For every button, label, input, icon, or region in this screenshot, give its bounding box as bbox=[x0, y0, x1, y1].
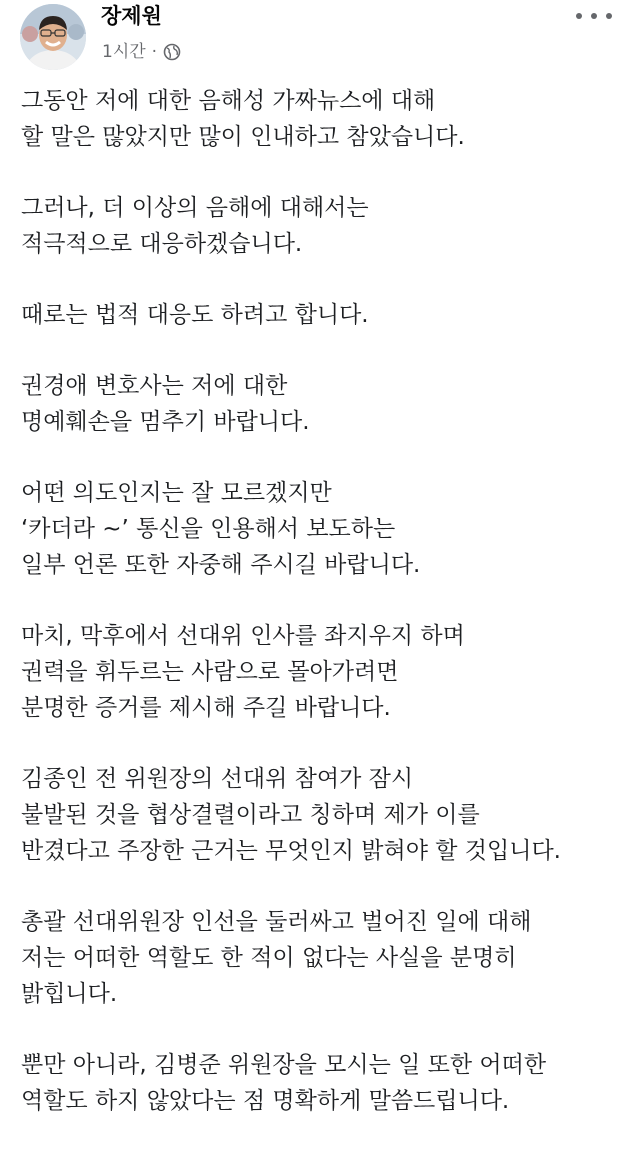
post-header bbox=[0, 0, 640, 80]
author-name[interactable]: 장제원 bbox=[101, 4, 162, 28]
post-line: 때로는 법적 대응도 하려고 합니다. bbox=[21, 302, 369, 328]
post-paragraph bbox=[21, 1047, 621, 1119]
globe-icon[interactable] bbox=[163, 43, 181, 61]
post-meta bbox=[102, 40, 181, 64]
post-time[interactable]: 1시간 bbox=[102, 42, 146, 62]
more-options-button[interactable] bbox=[576, 6, 612, 26]
meta-separator: · bbox=[151, 42, 158, 62]
avatar[interactable] bbox=[20, 4, 86, 70]
profile-photo bbox=[20, 4, 86, 70]
more-horizontal-icon bbox=[576, 13, 582, 19]
post-line: 마치, 막후에서 선대위 인사를 좌지우지 하며 bbox=[21, 623, 465, 649]
post-line: 할 말은 많았지만 많이 인내하고 참았습니다. bbox=[21, 124, 465, 150]
post-paragraph bbox=[21, 83, 621, 155]
post-body bbox=[21, 83, 621, 1154]
post-line: 분명한 증거를 제시해 주길 바랍니다. bbox=[21, 695, 391, 721]
post-line: 어떤 의도인지는 잘 모르겠지만 bbox=[21, 480, 332, 506]
post-line: 적극적으로 대응하겠습니다. bbox=[21, 231, 303, 257]
post-line: 역할도 하지 않았다는 점 명확하게 말씀드립니다. bbox=[21, 1088, 510, 1114]
post-line: 총괄 선대위원장 인선을 둘러싸고 벌어진 일에 대해 bbox=[21, 909, 532, 935]
post-line: 명예훼손을 멈추기 바랍니다. bbox=[21, 409, 310, 435]
post-line: 반겼다고 주장한 근거는 무엇인지 밝혀야 할 것입니다. bbox=[21, 838, 561, 864]
post-line: 일부 언론 또한 자중해 주시길 바랍니다. bbox=[21, 552, 421, 578]
post-line: 권력을 휘두르는 사람으로 몰아가려면 bbox=[21, 659, 399, 685]
post-line: 저는 어떠한 역할도 한 적이 없다는 사실을 분명히 bbox=[21, 945, 517, 971]
post-line: 뿐만 아니라, 김병준 위원장을 모시는 일 또한 어떠한 bbox=[21, 1052, 547, 1078]
post-paragraph bbox=[21, 368, 621, 440]
post-paragraph bbox=[21, 761, 621, 869]
post-line: 그러나, 더 이상의 음해에 대해서는 bbox=[21, 195, 369, 221]
post-paragraph bbox=[21, 618, 621, 726]
post-line: 그동안 저에 대한 음해성 가짜뉴스에 대해 bbox=[21, 88, 436, 114]
post-paragraph bbox=[21, 190, 621, 262]
post-paragraph bbox=[21, 475, 621, 583]
post-paragraph bbox=[21, 904, 621, 1012]
post-line: 김종인 전 위원장의 선대위 참여가 잠시 bbox=[21, 766, 414, 792]
post-line: 불발된 것을 협상결렬이라고 칭하며 제가 이를 bbox=[21, 802, 480, 828]
post-line: 밝힙니다. bbox=[21, 981, 118, 1007]
post-paragraph bbox=[21, 297, 621, 333]
post-line: 권경애 변호사는 저에 대한 bbox=[21, 373, 288, 399]
post-line: ‘카더라 ~’ 통신을 인용해서 보도하는 bbox=[21, 516, 396, 542]
